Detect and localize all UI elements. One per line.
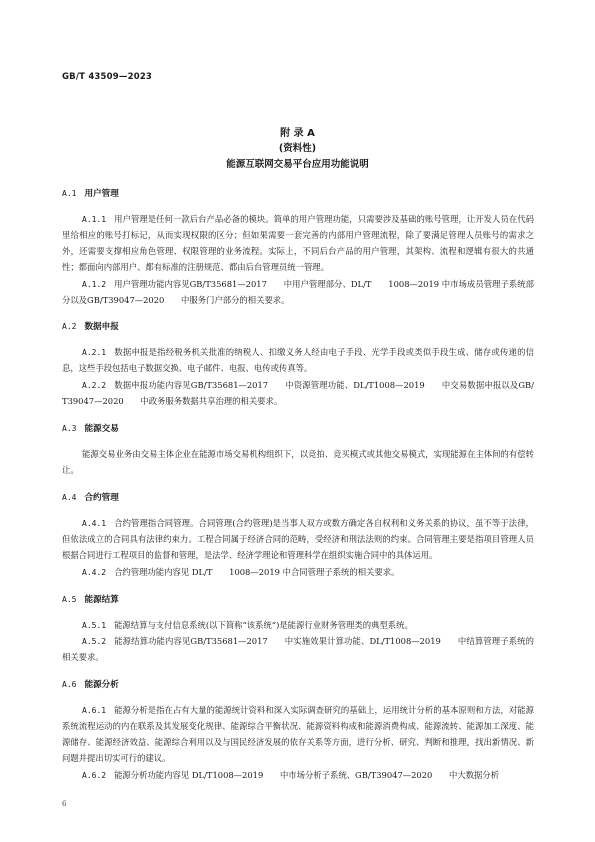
section-title: 用户管理 (84, 189, 119, 199)
section-number: A.6 (62, 680, 77, 690)
paragraph (62, 565, 534, 581)
clause-text: 合约管理指合同管理。合同管理(合约管理)是当事人双方或数方确定各自权利和义务关系的协议，虽不等于法律，但依法成立的合同具有法律约束力。工程合同属于经济合同的范畴，受经济和刑法法则的约束。合同管理主要是指项目管理人员根据合同进行工程项目的监督和管理，是法学、经济学理论和管理科学在组织实施合同中的具体运用。 (62, 517, 534, 560)
clause-number: A.4.1 (82, 518, 107, 528)
section-a5 (62, 593, 534, 667)
section-a6 (62, 678, 534, 784)
clause-text: 数据申报是指经税务机关批准的纳税人、扣缴义务人经由电子手段、光学手段或类似手段生成、储存或传递的信息，这些手段包括电子数据交换、电子邮件、电报、电传或传真等。 (62, 347, 534, 374)
clause-number: A.1.1 (82, 215, 107, 224)
section-number: A.2 (62, 322, 77, 332)
paragraph (62, 703, 534, 767)
paragraph (62, 378, 534, 410)
clause-number: A.2.1 (82, 348, 107, 358)
section-heading (62, 491, 534, 504)
section-heading (62, 593, 534, 606)
section-a4 (62, 491, 534, 581)
clause-text: 能源结算功能内容见GB/T35681—2017 中实施效果计算功能、DL/T1008—2019 中结算管理子系统的相关要求。 (62, 636, 534, 663)
clause-text: 能源分析是指在占有大量的能源统计资料和深入实际调查研究的基础上，运用统计分析的基本原则和方法，对能源系统流程运动的内在联系及其发展变化规律、能源综合平衡状况、能源资料构成和能源消费构成、能源流转、能源加工深度、能源储存、能源经济效益、能源综合利用以及与国民经济发展的依存关系等方面，进行分析、研究、判断和推理，找出新情况、新问题并提出切实可行的建议。 (62, 705, 534, 763)
paragraph (62, 345, 534, 377)
section-title: 数据申报 (84, 322, 119, 333)
clause-text: 能源分析功能内容见 DL/T1008—2019 中市场分析子系统、GB/T39047—2020 中大数据分析 (114, 769, 500, 780)
section-number: A.5 (62, 594, 77, 604)
clause-text: 合约管理功能内容见 DL/T 1008—2019 中合同管理子系统的相关要求。 (114, 566, 400, 577)
section-heading (62, 678, 534, 691)
appendix-title: 附 录 A (280, 128, 315, 139)
paragraph (62, 516, 534, 564)
section-number: A.4 (62, 492, 77, 502)
paragraph (62, 212, 534, 276)
clause-text: 用户管理功能内容见GB/T35681—2017 中用户管理部分、DL/T 1008—2019 中市场成员管理子系统部分以及GB/T39047—2020 中服务门户部分的相关要求。 (62, 278, 534, 305)
clause-number: A.5.1 (82, 620, 107, 630)
paragraph (62, 277, 534, 309)
standard-code-header: GB/T 43509—2023 (62, 72, 153, 82)
clause-text: 用户管理是任何一款后台产品必备的模块。简单的用户管理功能，只需要涉及基础的账号管理，让开发人员在代码里给相应的账号打标记，从而实现权限的区分；但如果需要一套完善的内部用户管理流程，除了要满足管理人员账号的需求之外，还需要支撑相应角色管理、权限管理的业务流程。实际上，不同后台产品的用户管理，其架构、流程和逻辑有很大的共通性；都面向内部用户、都有标准的注册规范、都由后台管理员统一管理。 (62, 214, 534, 272)
section-heading (62, 422, 534, 435)
paragraph (62, 768, 534, 784)
paragraph (62, 618, 534, 634)
clause-number: A.1.2 (82, 279, 107, 289)
section-a3 (62, 422, 534, 479)
section-number: A.1 (62, 189, 77, 198)
paragraph (62, 447, 534, 479)
section-a1 (62, 187, 534, 308)
clause-text: 能源结算与支付信息系统(以下简称“该系统”)是能源行业财务管理类的典型系统。 (114, 619, 413, 630)
section-title: 合约管理 (84, 492, 119, 503)
clause-number: A.6.2 (82, 770, 107, 780)
section-number: A.3 (62, 424, 77, 434)
clause-number: A.2.2 (82, 381, 107, 391)
appendix-subtitle: (资料性) (278, 143, 317, 154)
clause-text: 数据申报功能内容见GB/T35681—2017 中资源管理功能、DL/T1008—2019 中交易数据申报以及GB/T39047—2020 中政务服务数据共享治理的相关要求。 (62, 380, 534, 407)
clause-number: A.6.1 (82, 706, 107, 716)
section-title: 能源分析 (84, 680, 119, 691)
section-title: 能源交易 (84, 424, 119, 435)
clause-text: 能源交易业务由交易主体企业在能源市场交易机构组织下，以竞拍、竞买模式或其他交易模式，实现能源在主体间的有偿转让。 (62, 449, 534, 475)
paragraph (62, 634, 534, 666)
section-title: 能源结算 (84, 594, 119, 605)
section-a2 (62, 320, 534, 410)
appendix-name: 能源互联网交易平台应用功能说明 (226, 159, 369, 170)
clause-number: A.5.2 (82, 637, 107, 647)
clause-number: A.4.2 (82, 567, 107, 577)
appendix-content (62, 187, 534, 785)
page-number: 6 (62, 800, 67, 808)
section-heading (62, 320, 534, 333)
section-heading (62, 187, 534, 200)
